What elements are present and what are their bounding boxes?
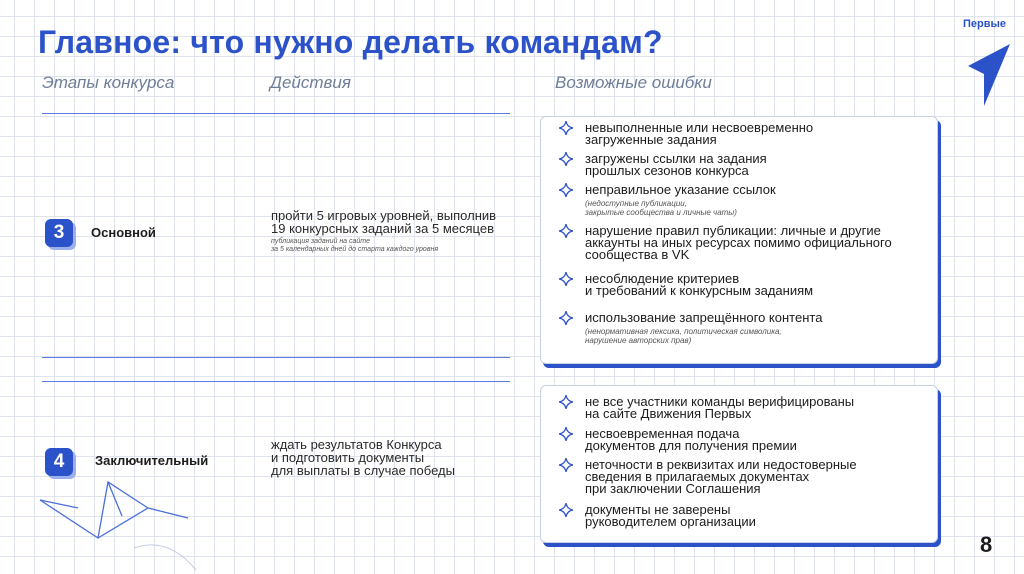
error-item: загружены ссылки на задания прошлых сезонов конкурса: [561, 153, 921, 177]
stage-action-note: публикация заданий на сайте за 5 календарных дней до старта каждого уровня: [271, 238, 439, 253]
error-item: не все участники команды верифицированы на сайте Движения Первых: [561, 396, 921, 420]
sparkle-icon: [559, 224, 573, 238]
error-item: использование запрещённого контента (ненормативная лексика, политическая символика, нарушение авторских прав): [561, 312, 921, 345]
stage-number-badge: 4: [45, 448, 73, 476]
sparkle-icon: [559, 395, 573, 409]
error-item: неточности в реквизитах или недостоверные сведения в прилагаемых документах при заключении Соглашения: [561, 459, 921, 495]
paper-boat-icon: [38, 478, 198, 574]
error-item: нарушение правил публикации: личные и другие аккаунты на иных ресурсах помимо официального сообщества в VK: [561, 225, 921, 261]
column-header-errors: Возможные ошибки: [555, 73, 712, 92]
divider-top: [42, 113, 510, 114]
error-item: неправильное указание ссылок (недоступные публикации, закрытые сообщества и личные чаты): [561, 184, 921, 217]
error-item: документы не заверены руководителем организации: [561, 504, 921, 528]
sparkle-icon: [559, 272, 573, 286]
divider-stage3-bottom: [42, 357, 510, 358]
error-item: несвоевременная подача документов для получения премии: [561, 428, 921, 452]
column-header-actions: Действия: [270, 73, 351, 92]
errors-box-final: [540, 385, 938, 543]
sparkle-icon: [559, 427, 573, 441]
stage-action: ждать результатов Конкурса и подготовить документы для выплаты в случае победы: [271, 437, 455, 478]
stage-label: Основной: [91, 225, 156, 240]
page-number: 8: [980, 532, 993, 557]
sparkle-icon: [559, 458, 573, 472]
sparkle-icon: [559, 183, 573, 197]
stage-action: пройти 5 игровых уровней, выполнив 19 конкурсных заданий за 5 месяцев: [271, 208, 497, 236]
sparkle-icon: [559, 311, 573, 325]
stage-label: Заключительный: [95, 453, 209, 468]
stage-number-badge: 3: [45, 219, 73, 247]
sparkle-icon: [559, 152, 573, 166]
logo-text: Первые: [963, 18, 1007, 30]
divider-stage4-top: [42, 381, 510, 382]
page-title: Главное: что нужно делать командам?: [38, 24, 663, 60]
sparkle-icon: [559, 121, 573, 135]
column-header-stages: Этапы конкурса: [42, 73, 175, 92]
errors-box-main: [540, 116, 938, 364]
sparkle-icon: [559, 503, 573, 517]
arrow-logo-icon: [960, 14, 1012, 110]
error-item: несоблюдение критериев и требований к конкурсным заданиям: [561, 273, 921, 297]
error-item: невыполненные или несвоевременно загруженные задания: [561, 122, 921, 146]
